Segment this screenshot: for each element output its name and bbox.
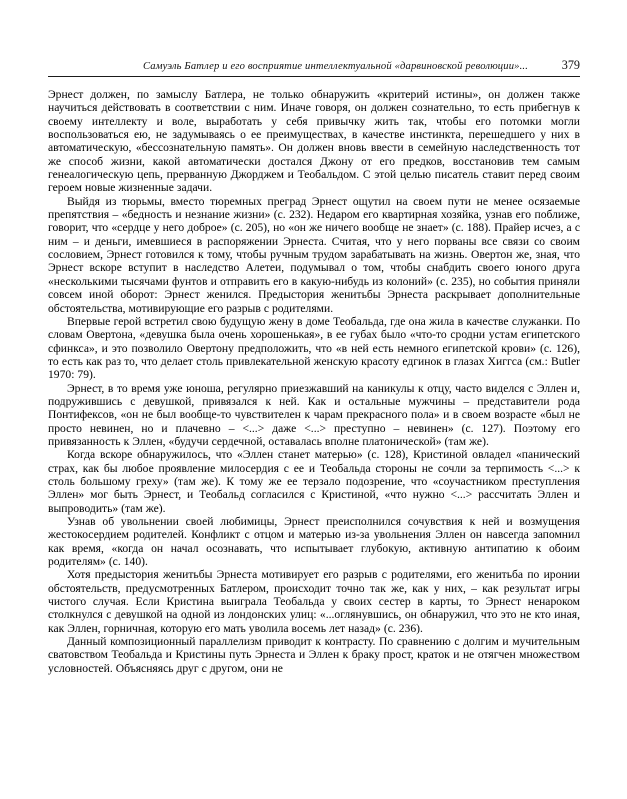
page-number: 379 — [561, 58, 580, 72]
paragraph: Впервые герой встретил свою будущую жену в доме Теобальда, где она жила в качестве служанки. По словам Овертона, «девушка была очень хорошенькая», в ее губах было «что-то сродни устам египетского сфинкса», и это позволило Овертону предположить, что «в ней есть немного египетской крови» (с. 126), то есть как раз то, что делает столь привлекательной женскую красоту едгинок в глазах Хиггса (см.: Butler 1970: 79). — [48, 314, 580, 382]
paragraph: Хотя предыстория женитьбы Эрнеста мотивирует его разрыв с родителями, его женитьба по иронии обстоятельств, предусмотренных Батлером, происходит точно так же, как у них, – как результат игры чистого случая. Если Кристина выиграла Теобальда у своих сестер в карты, то Эрнест ненароком столкнулся с девушкой на одной из лондонских улиц: «...оглянувшись, он обнаружил, что это не кто иная, как Эллен, горничная, которую его мать уволила восемь лет назад» (с. 236). — [48, 568, 580, 635]
running-head-title: Самуэль Батлер и его восприятие интеллектуальной «дарвиновской революции»... — [142, 61, 528, 72]
paragraph: Выйдя из тюрьмы, вместо тюремных преград Эрнест ощутил на своем пути не менее осязаемые препятствия – «бедность и незнание жизни» (с. 232). Недаром его квартирная хозяйка, узнав его поближе, говорит, что «сердце у него доброе» (с. 205), но «он же ничего вообще не знает» (с. 188). Прайер исчез, а с ним – и деньги, имевшиеся в распоряжении Эрнеста. Считая, что у него порваны все связи со своим сословием, Эрнест готовился к тому, чтобы ручным трудом зарабатывать на жизнь. Овертон же, зная, что Эрнест вскоре вступит в наследство Алетеи, подумывал о том, чтобы снабдить своего юного друга «несколькими тысячами фунтов и отправить его в какую-нибудь из колоний» (с. 235), но события приняли совсем иной оборот: Эрнест женился. Предыстория женитьбы Эрнеста раскрывает дополнительные обстоятельства, мотивирующие его разрыв с родителями. — [48, 194, 580, 315]
paragraph: Данный композиционный параллелизм приводит к контрасту. По сравнению с долгим и мучительным сватовством Теобальда и Кристины путь Эрнеста и Эллен к браку прост, краток и не отягчен множеством условностей. Объясняясь друг с другом, они не — [48, 635, 580, 675]
paragraph: Эрнест должен, по замыслу Батлера, не только обнаружить «критерий истины», он должен также научиться действовать в соответствии с ним. Иначе говоря, он должен сознательно, то есть прибегнув к своему интеллекту и воле, выработать у себя привычку жить так, чтобы его потомки могли воспользоваться ею, не задумываясь о ее преимуществах, в качестве инстинкта, перешедшего у них в автоматическую, «бессознательную память». Он должен вновь ввести в семейную наследственность тот же способ жизни, какой автоматически достался Джону от его предков, восстановив тем самым генеалогическую цепь, прерванную Джорджем и Теобальдом. С этой целью писатель ставит перед своим героем новые жизненные задачи. — [48, 88, 580, 195]
paragraph: Узнав об увольнении своей любимицы, Эрнест преисполнился сочувствия к ней и возмущения жестокосердием родителей. Конфликт с отцом и матерью из-за увольнения Эллен он навсегда запомнил как время, «когда он начал осознавать, что испытывает глубокую, активную антипатию к обоим родителям» (с. 140). — [48, 515, 580, 569]
body-text — [48, 88, 580, 675]
running-head — [48, 58, 580, 77]
paragraph: Когда вскоре обнаружилось, что «Эллен станет матерью» (с. 128), Кристиной овладел «панический страх, как бы любое проявление милосердия с ее и Теобальда стороны не сочли за терпимость <...> к столь большому греху» (там же). К тому же ее терзало подозрение, что «соучастником преступления Эллен» мог быть Эрнест, и Теобальд согласился с Кристиной, «что нужно <...> рассчитать Эллен и выпроводить» (там же). — [48, 448, 580, 515]
paragraph: Эрнест, в то время уже юноша, регулярно приезжавший на каникулы к отцу, часто виделся с Эллен и, подружившись с девушкой, привязался к ней. Как и остальные мужчины – представители рода Понтифексов, «он не был вообще-то чувствителен к чарам прекрасного пола» и в своем возрасте «был не просто невинен, но и плачевно – <...> даже <...> преступно – невинен» (с. 127). Поэтому его привязанность к Эллен, «будучи сердечной, оставалась вполне платонической» (там же). — [48, 381, 580, 448]
